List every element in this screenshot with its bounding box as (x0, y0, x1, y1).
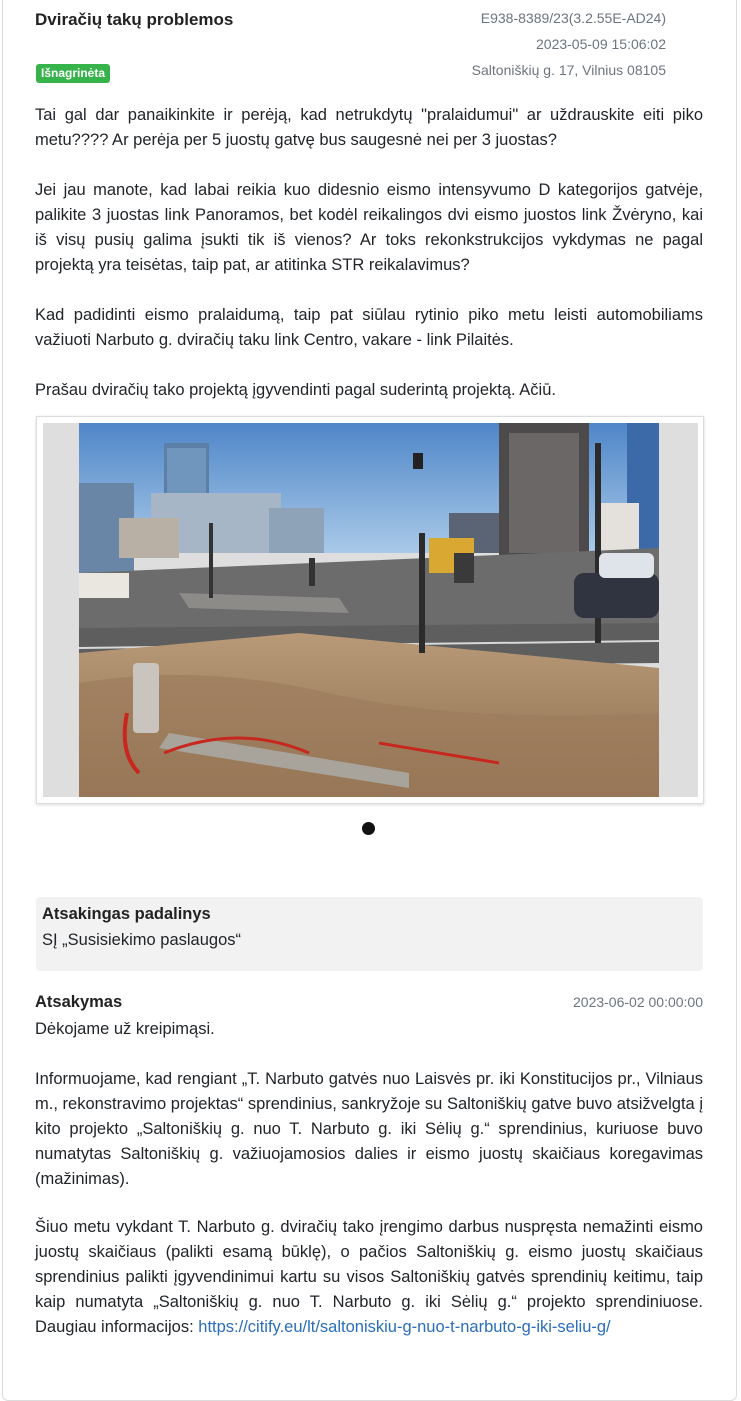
report-id: E938-8389/23(3.2.55E-AD24) (480, 10, 666, 26)
answer-datetime: 2023-06-02 00:00:00 (573, 994, 703, 1010)
photo-gallery (36, 416, 704, 804)
answer-title: Atsakymas (35, 993, 123, 1011)
department-label: Atsakingas padalinys (42, 905, 211, 923)
more-info-link[interactable]: https://citify.eu/lt/saltoniskiu-g-nuo-t-narbuto-g-iki-seliu-g/ (198, 1318, 611, 1336)
report-paragraph-2: Jei jau manote, kad labai reikia kuo didesnio eismo intensyvumo D kategorijos gatvėje, palikite 3 juostas link Panoramos, bet kodėl reikalingos dvi eismo juostos link Žvėryno, kai iš visų pusių galima įsukti tik iš vienos? Ar toks rekonkstrukcijos vykdymas ne pagal projektą yra teisėtas, taip pat, ar atitinka STR reikalavimus? (35, 181, 703, 274)
street-construction-photo[interactable] (79, 423, 659, 797)
department-value: SĮ „Susisiekimo paslaugos“ (42, 931, 241, 949)
responsible-department-box (36, 897, 703, 971)
status-badge: Išnagrinėta (36, 64, 110, 83)
answer-paragraph-2 (35, 1215, 703, 1340)
answer-greeting: Dėkojame už kreipimąsi. (35, 1020, 215, 1038)
report-paragraph-3: Kad padidinti eismo pralaidumą, taip pat siūlau rytinio piko metu leisti automobiliams važiuoti Narbuto g. dviračių taku link Centro, vakare - link Pilaitės. (35, 306, 703, 349)
report-paragraph-4: Prašau dviračių tako projektą įgyvendinti pagal suderintą projektą. Ačiū. (35, 381, 556, 399)
carousel-dot-1[interactable] (362, 822, 375, 835)
report-address: Saltoniškių g. 17, Vilnius 08105 (471, 62, 666, 78)
report-paragraph-1: Tai gal dar panaikinkite ir perėją, kad netrukdytų "pralaidumui" ar uždrauskite eiti piko metu???? Ar perėja per 5 juostų gatvę bus saugesnė nei per 3 juostas? (35, 106, 703, 149)
answer-paragraph-1: Informuojame, kad rengiant „T. Narbuto gatvės nuo Laisvės pr. iki Konstitucijos pr., Vilniaus m., rekonstravimo projektas“ sprendinius, sankryžoje su Saltoniškių gatve buvo atsižvelgta į kito projekto „Saltoniškių g. nuo T. Narbuto g. iki Sėlių g.“ sprendinius, kuriuose buvo numatytas Saltoniškių g. važiuojamosios dalies ir eismo juostų skaičiaus koregavimas (mažinimas). (35, 1070, 703, 1188)
report-title: Dviračių takų problemos (35, 10, 234, 29)
report-datetime: 2023-05-09 15:06:02 (536, 36, 666, 52)
answer-paragraph-2-text: Šiuo metu vykdant T. Narbuto g. dviračių tako įrengimo darbus nuspręsta nemažinti eismo juostų skaičiaus (palikti esamą būklę), o pačios Saltoniškių g. eismo juostų skaičiaus sprendinius palikti įgyvendinimui kartu su visos Saltoniškių gatvės sprendinių keitimu, taip kaip numatyta „Saltoniškių g. nuo T. Narbuto g. iki Sėlių g.“ projekto sprendiniuose. Daugiau informacijos: (35, 1218, 703, 1336)
